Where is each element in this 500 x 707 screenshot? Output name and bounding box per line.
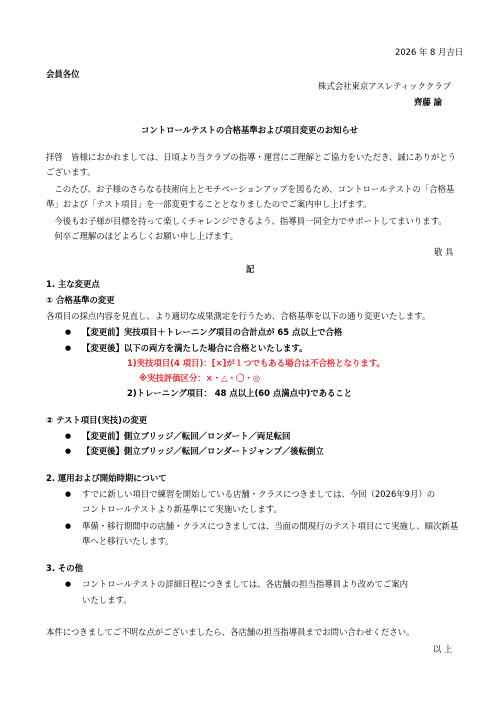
closing-keigu: 敬 具: [434, 247, 454, 257]
sender-name: 齊藤 諭: [414, 97, 443, 107]
document-date: 2026 年 8 月吉日: [395, 47, 464, 57]
section-2-heading: 2. 運用および開始時期について: [46, 473, 167, 483]
filled-circle-bullet-icon: ●: [65, 447, 72, 455]
document-title: コントロールテストの合格基準および項目変更のお知らせ: [141, 125, 358, 135]
filled-circle-bullet-icon: ●: [65, 490, 72, 498]
sender-organization: 株式会社東京アスレティッククラブ: [318, 81, 451, 91]
intro-line-1: 拝啓 皆様におかれましては、日頃より当クラブの指導・運営にご理解とご協力をいただき、誠にありがとう: [46, 152, 457, 162]
contact-note: 本件につきましてご不明な点がございましたら、各店舗の担当指導員までお問い合わせください。: [46, 627, 415, 637]
section-2-bullet-1-line-1: すでに新しい項目で練習を開始している店舗・クラスにつきましては、今回（2026年9月）の: [82, 489, 436, 499]
criteria-condition-1-note: ※実技評価区分：×・△・〇・◎: [139, 373, 261, 383]
section-3-bullet-1-line-1: コントロールテストの詳細日程につきましては、各店舗の担当指導員より改めてご案内: [82, 579, 408, 589]
items-before: 【変更前】側立ブリッジ／転回／ロンダート／両足転回: [82, 431, 291, 441]
filled-circle-bullet-icon: ●: [65, 580, 72, 588]
criteria-condition-2: 2)トレーニング項目： 48 点以上(60 点満点中)であること: [127, 388, 353, 398]
section-1-sub-1-heading: ① 合格基準の変更: [46, 295, 115, 305]
criteria-after: 【変更後】以下の両方を満たした場合に合格といたします。: [82, 343, 308, 353]
intro-line-5: 今後もお子様が目標を持って楽しくチャレンジできるよう、指導員一同全力でサポートしてまいります。: [46, 216, 447, 226]
filled-circle-bullet-icon: ●: [65, 344, 72, 352]
intro-line-4: 準」および「テスト項目」を一部変更することとなりましたのでご案内申し上げます。: [46, 199, 372, 209]
section-1-heading: 1. 主な変更点: [46, 279, 100, 289]
section-3-bullet-1-line-2: いたします。: [82, 595, 132, 605]
section-1-sub-2-heading: ② テスト項目(実技)の変更: [46, 415, 148, 425]
section-2-bullet-1-line-2: コントロールテストより新基準にて実施いたします。: [82, 504, 282, 514]
items-after: 【変更後】側立ブリッジ／転回／ロンダートジャンプ／後転倒立: [82, 446, 324, 456]
criteria-before: 【変更前】実技項目＋トレーニング項目の合計点が 65 点以上で合格: [82, 327, 343, 337]
intro-line-3: このたび、お子様のさらなる技術向上とモチベーションアップを図るため、コントロールテストの「合格基: [46, 184, 455, 194]
filled-circle-bullet-icon: ●: [65, 522, 72, 530]
criteria-condition-1: 1)実技項目(4 項目)：[×]が１つでもある場合は不合格となります。: [127, 358, 385, 368]
closing-ijou: 以 上: [433, 644, 453, 654]
intro-line-2: ございます。: [46, 167, 96, 177]
section-3-heading: 3. その他: [46, 563, 84, 573]
ki-mark: 記: [246, 264, 255, 274]
filled-circle-bullet-icon: ●: [65, 432, 72, 440]
intro-line-6: 何卒ご理解のほどよろしくお願い申し上げます。: [46, 231, 238, 241]
section-1-sub-1-desc: 各項目の採点内容を見直し、より適切な成果測定を行うため、合格基準を以下の通り変更いたします。: [46, 311, 431, 321]
filled-circle-bullet-icon: ●: [65, 328, 72, 336]
section-2-bullet-2-line-1: 準備・移行期間中の店舗・クラスにつきましては、当面の間現行のテスト項目にて実施し、順次新基: [82, 521, 459, 531]
recipient: 会員各位: [46, 69, 80, 79]
section-2-bullet-2-line-2: 準へと移行いたします。: [82, 536, 174, 546]
